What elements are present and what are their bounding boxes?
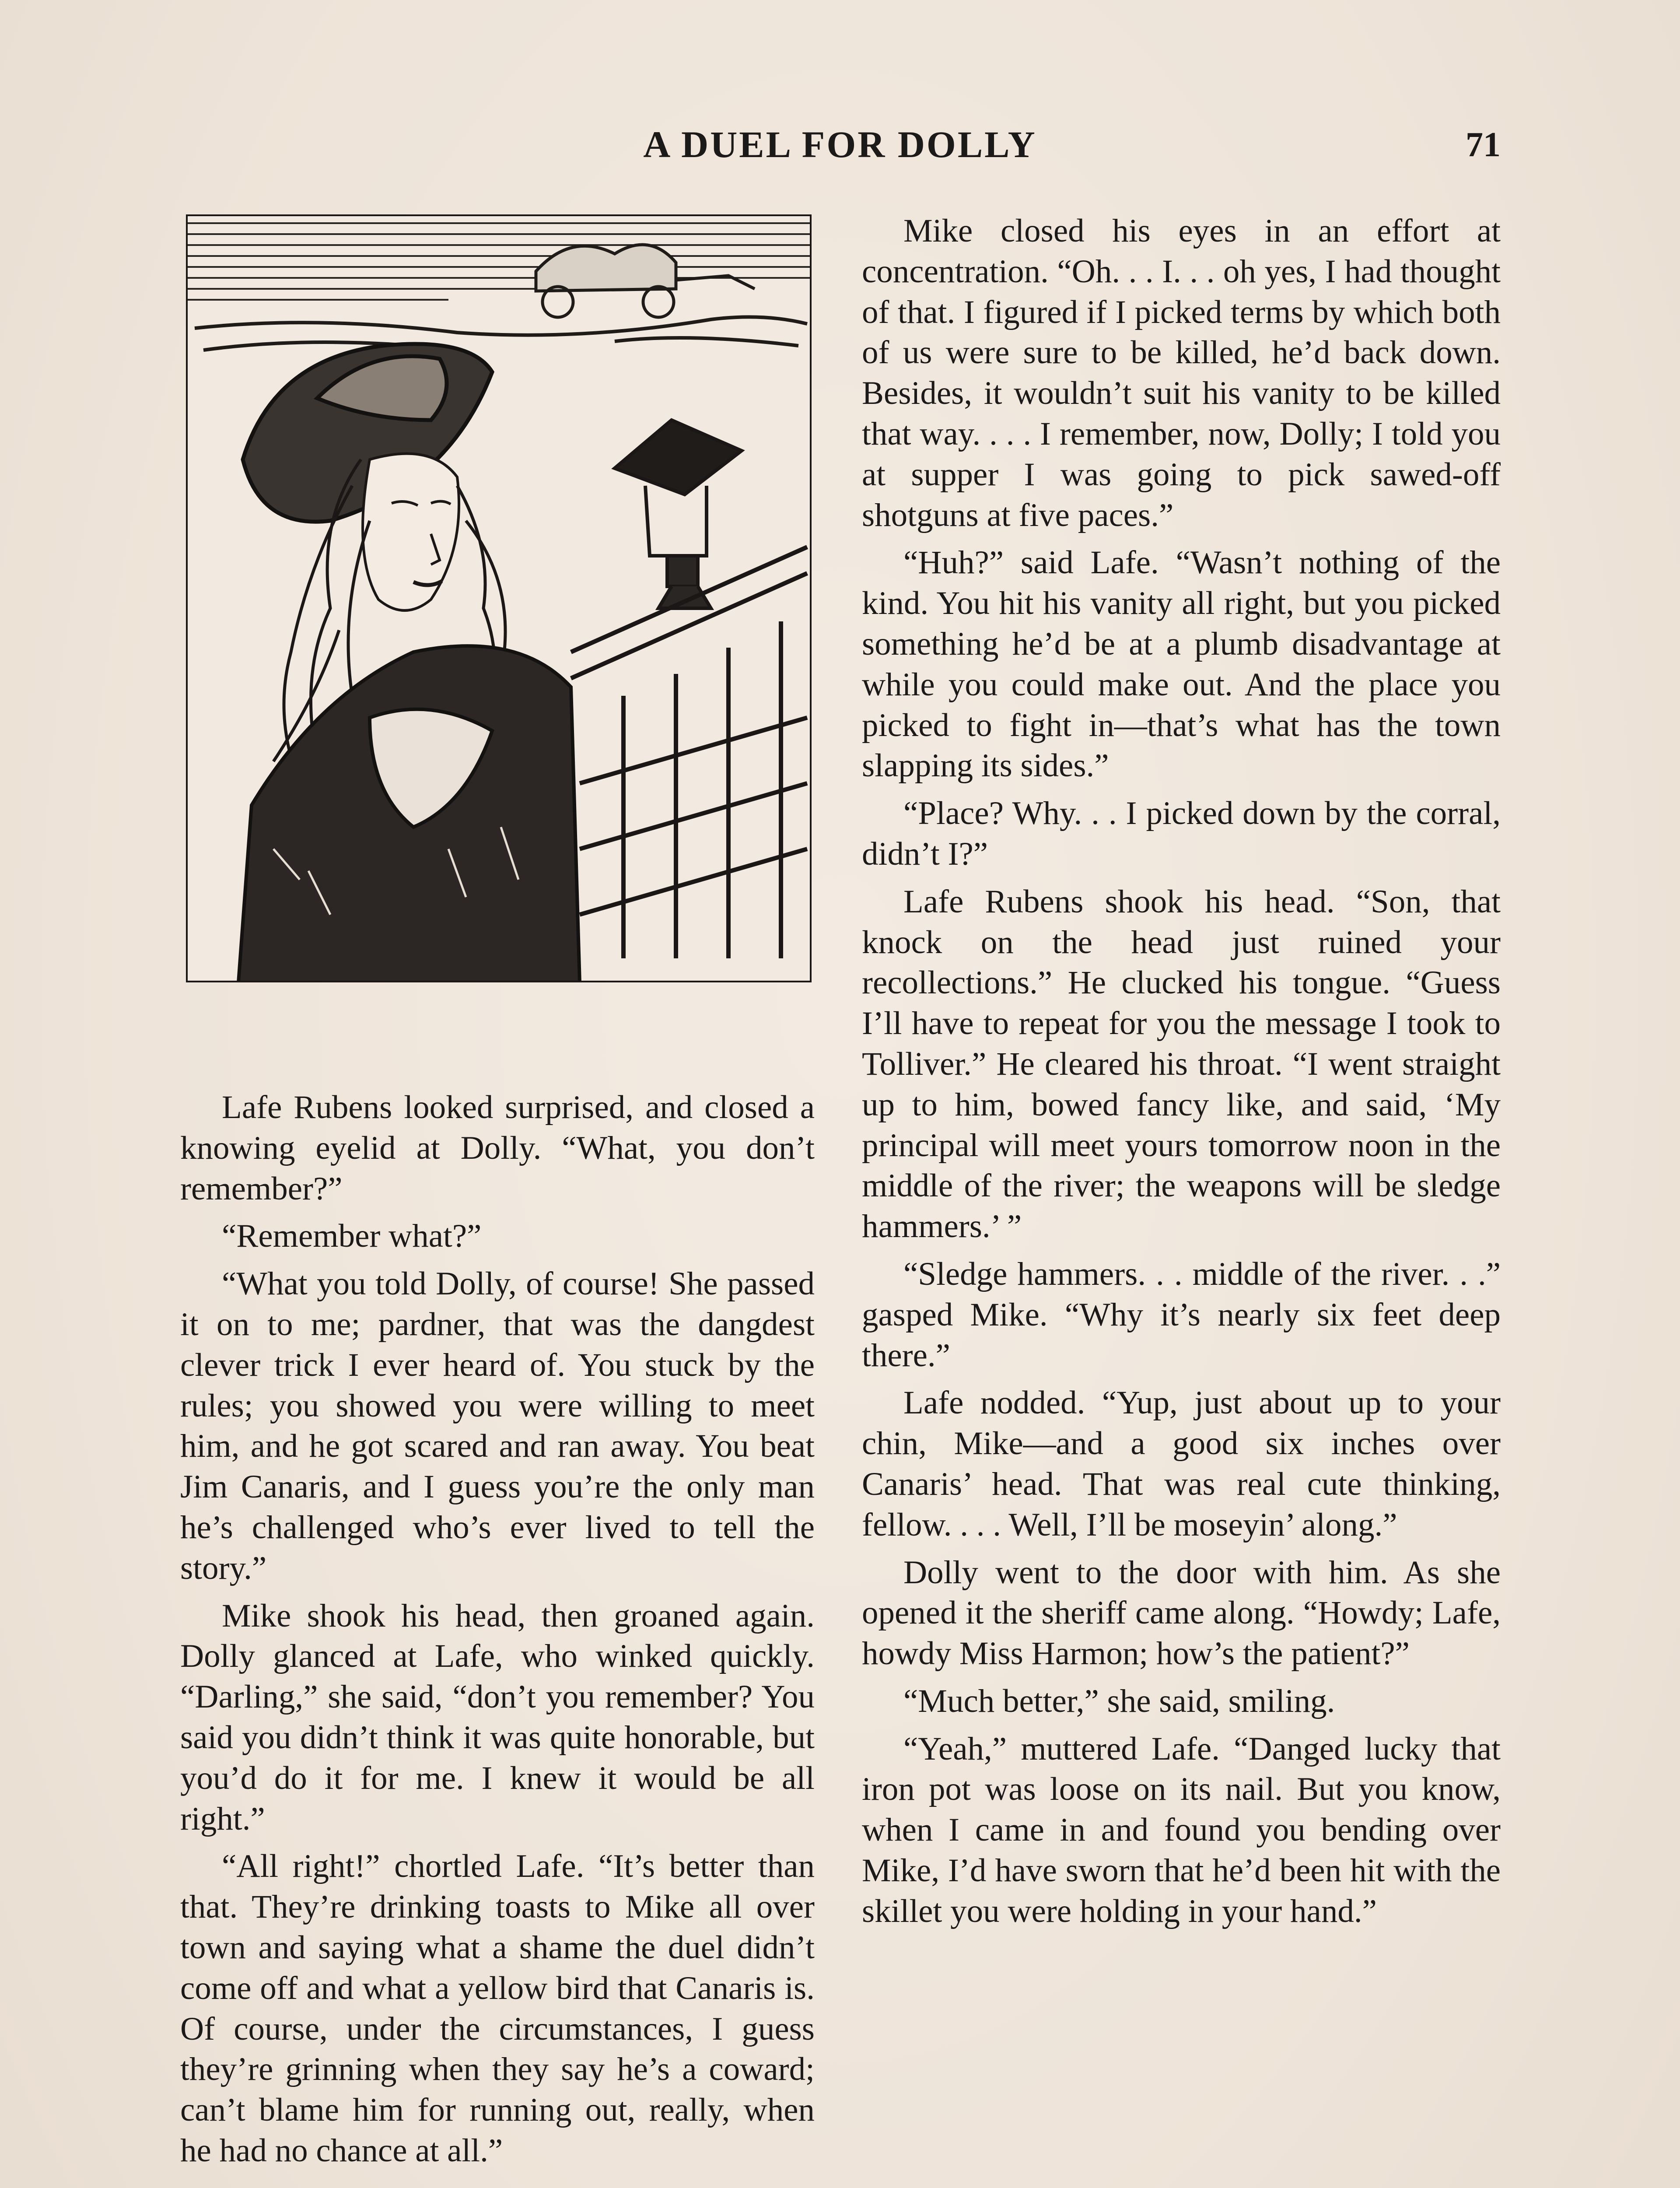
paragraph: “Huh?” said Lafe. “Wasn’t nothing of the kind. You hit his vanity all right, but you picked something he’d be at a plumb disadvantage at while you could make out. And the place you picked to fight in—that’s what has the town slapping its sides.” (862, 544, 1501, 784)
paragraph: Lafe nodded. “Yup, just about up to your chin, Mike—and a good six inches over Canaris’ head. That was real cute thinking, fellow. . . . Well, I’ll be moseyin’ along.” (862, 1385, 1501, 1543)
paragraph: Lafe Rubens looked surprised, and closed a knowing eyelid at Dolly. “What, you don’t remember?” (180, 1089, 815, 1207)
paragraph: “Yeah,” muttered Lafe. “Danged lucky that iron pot was loose on its nail. But you know, when I came in and found you bending over Mike, I’d have sworn that he’d been hit with the skillet you were holding in your hand.” (862, 1730, 1501, 1929)
left-column (180, 1087, 815, 2178)
paragraph: “Remember what?” (222, 1218, 482, 1255)
running-title: A DUEL FOR DOLLY (643, 123, 1037, 165)
paragraph: Lafe Rubens shook his head. “Son, that knock on the head just ruined your recollections.” He clucked his tongue. “Guess I’ll have to repeat for you the message I took to Tolliver.” He cleared his throat. “I went straight up to him, bowed fancy like, and said, ‘My principal will meet yours tomorrow noon in the middle of the river; the weapons will be sledge hammers.’ ” (862, 883, 1501, 1245)
right-column (862, 211, 1501, 1939)
paragraph: Mike closed his eyes in an effort at concentration. “Oh. . . I. . . oh yes, I had thought of that. I figured if I picked terms by which both of us were sure to be killed, he’d back down. Besides, it wouldn’t suit his vanity to be killed that way. . . . I remember, now, Dolly; I told you at supper I was going to pick sawed-off shotguns at five paces.” (862, 213, 1501, 533)
paragraph: Mike shook his head, then groaned again. Dolly glanced at Lafe, who winked quickly. “Darling,” she said, “don’t you remember? You said you didn’t think it was quite honorable, but you’d do it for me. I knew it would be all right.” (180, 1597, 815, 1837)
page-header (179, 123, 1501, 171)
paragraph: Dolly went to the door with him. As she opened it the sheriff came along. “Howdy; Lafe, howdy Miss Harmon; how’s the patient?” (862, 1554, 1501, 1672)
paragraph: “All right!” chortled Lafe. “It’s better than that. They’re drinking toasts to Mike all over town and saying what a shame the duel didn’t come off and what a yellow bird that Canaris is. Of course, under the circumstances, I guess they’re grinning when they say he’s a coward; can’t blame him for running out, really, when he had no chance at all.” (180, 1848, 815, 2169)
paragraph: “Much better,” she said, smiling. (903, 1683, 1335, 1719)
paragraph: “Sledge hammers. . . middle of the river. . .” gasped Mike. “Why it’s nearly six feet deep there.” (862, 1255, 1501, 1374)
page-number: 71 (1466, 126, 1501, 164)
paragraph: “What you told Dolly, of course! She passed it on to me; pardner, that was the dangdest clever trick I ever heard of. You stuck by the rules; you showed you were willing to meet him, and he got scared and ran away. You beat Jim Canaris, and I guess you’re the only man he’s challenged who’s ever lived to tell the story.” (180, 1266, 815, 1586)
paragraph: “Place? Why. . . I picked down by the corral, didn’t I?” (862, 795, 1501, 872)
story-illustration (186, 214, 812, 982)
